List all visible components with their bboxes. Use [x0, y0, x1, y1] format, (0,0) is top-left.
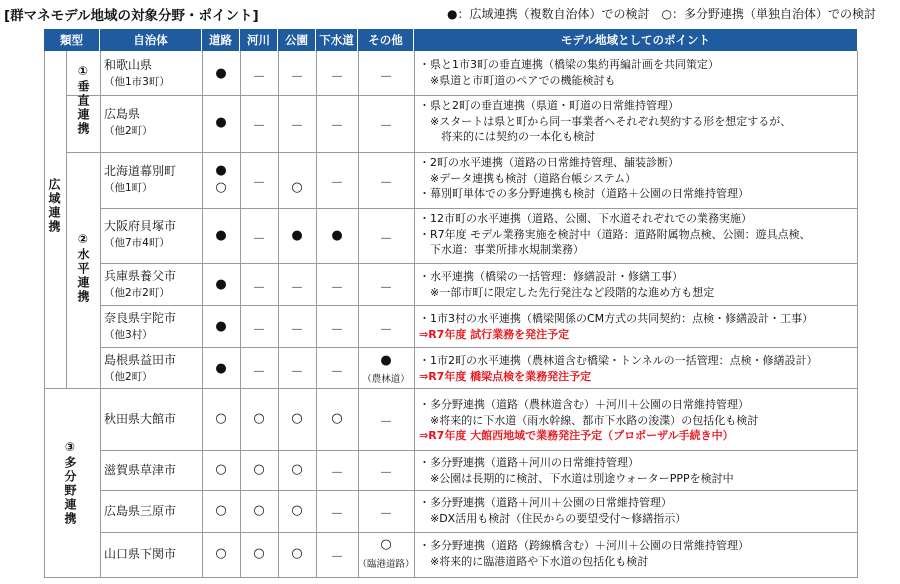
municipality-name: 広島県三原市: [104, 504, 177, 518]
other-cell: －: [379, 415, 393, 430]
col-header-type: 類型: [44, 29, 100, 51]
river-cell: ○: [253, 411, 265, 426]
park-cell: ○: [291, 546, 303, 561]
river-cell: ○: [253, 546, 265, 561]
point-cell: ・多分野連携（道路（跨線橋含む）＋河川＋公園の日常維持管理） ※将来的に臨港道路や下水道の包括化も検討: [419, 539, 749, 568]
other-cell: ●: [380, 353, 392, 368]
park-cell: －: [290, 119, 304, 134]
point-cell: ・多分野連携（道路＋河川＋公園の日常維持管理） ※DX活用も検討（住民からの要望受付～修繕指示）: [419, 496, 687, 525]
river-cell: －: [252, 323, 266, 338]
sewer-cell: －: [330, 466, 344, 481]
municipality-sub: （他1町）: [104, 182, 153, 194]
sewer-cell: －: [330, 365, 344, 380]
park-cell: ○: [291, 180, 303, 195]
other-cell: －: [379, 70, 393, 85]
other-cell: －: [379, 281, 393, 296]
road-cell: ●: [215, 163, 227, 178]
river-cell: －: [252, 281, 266, 296]
municipality-sub: （他2町）: [104, 125, 153, 137]
sewer-cell: －: [330, 70, 344, 85]
table-row: [104, 546, 176, 562]
park-cell: －: [290, 70, 304, 85]
point-cell: ・12市町の水平連携（道路、公園、下水道それぞれでの業務実施） ・R7年度 モデル業務実施を検討中（道路：道路附属物点検、公園：遊具点検、 下水道：事業所排水規制業務）: [419, 212, 811, 256]
park-cell: ○: [291, 503, 303, 518]
other-note: （農林道）: [362, 374, 410, 385]
table-row: [104, 411, 176, 427]
park-cell: －: [290, 323, 304, 338]
point-cell: ・水平連携（橋梁の一括管理：修繕設計・修繕工事） ※一部市町に限定した先行発注など段階的な進め方も想定: [419, 270, 715, 299]
other-cell: －: [379, 176, 393, 191]
park-cell: ○: [291, 411, 303, 426]
municipality-name: 大阪府貝塚市: [104, 219, 177, 233]
point-cell: ・県と2町の垂直連携（県道・町道の日常維持管理） ※スタートは県と町から同一事業者へそれぞれ契約する形を想定するが、 将来的には契約の一本化も検討: [419, 99, 792, 143]
sewer-cell: ●: [331, 228, 343, 243]
municipality-name: 奈良県宇陀市: [104, 311, 177, 325]
municipality-name: 兵庫県養父市: [104, 269, 177, 283]
other-cell: ○: [380, 537, 392, 552]
municipality-name: 和歌山県: [104, 58, 153, 72]
municipality-sub: （他1市3町）: [104, 76, 170, 88]
point-cell: ・多分野連携（道路（農林道含む）＋河川＋公園の日常維持管理） ※将来的に下水道（雨水幹線、都市下水路の浚渫）の包括化も検討 ⇒R7年度 大館西地域で業務発注予定（プロポーザル手続き中）: [419, 398, 759, 442]
table-row: [104, 218, 176, 251]
river-cell: －: [252, 232, 266, 247]
park-cell: －: [290, 281, 304, 296]
page-title: [群マネモデル地域の対象分野・ポイント]: [4, 8, 259, 24]
col-header-other: その他: [358, 29, 414, 51]
road-cell: ●: [215, 319, 227, 334]
river-cell: ○: [253, 462, 265, 477]
table-row: [104, 462, 176, 478]
municipality-name: 北海道幕別町: [104, 164, 177, 178]
table-row: [104, 310, 176, 343]
point-cell: ・1市2町の水平連携（農林道含む橋梁・トンネルの一括管理：点検・修繕設計） ⇒R7年度 橋梁点検を業務発注予定: [419, 354, 818, 383]
road-cell: ○: [215, 411, 227, 426]
park-cell: －: [290, 365, 304, 380]
park-cell: ●: [291, 228, 303, 243]
municipality-sub: （他3村）: [104, 329, 153, 341]
municipality-sub: （他7市4町）: [104, 237, 170, 249]
table-row: [104, 163, 176, 196]
legend: ●：広域連携（複数自治体）での検討 ○：多分野連携（単独自治体）での検討: [447, 7, 876, 21]
municipality-sub: （他2市2町）: [104, 287, 170, 299]
other-note: （臨港道路）: [357, 559, 415, 570]
road-cell: ○: [215, 462, 227, 477]
road-cell: ●: [215, 228, 227, 243]
municipality-name: 滋賀県草津市: [104, 463, 177, 477]
col-header-points: モデル地域としてのポイント: [414, 29, 857, 51]
other-cell: －: [379, 119, 393, 134]
municipality-name: 秋田県大館市: [104, 412, 177, 426]
group-label-horizontal: ②水平連携: [76, 232, 90, 304]
group-label-broad: 広域連携: [47, 178, 61, 234]
river-cell: －: [252, 365, 266, 380]
municipality-name: 島根県益田市: [104, 353, 177, 367]
road-cell: ●: [215, 115, 227, 130]
table-row: [104, 106, 153, 139]
col-header-park: 公園: [278, 29, 316, 51]
sewer-cell: －: [330, 176, 344, 191]
point-cell: ・県と1市3町の垂直連携（橋梁の集約再編計画を共同策定） ※県道と市町道のペアでの機能検討も: [419, 58, 719, 87]
group-label-vertical: ①垂直連携: [76, 64, 90, 136]
sewer-cell: －: [330, 281, 344, 296]
river-cell: －: [252, 70, 266, 85]
sewer-cell: －: [330, 507, 344, 522]
river-cell: ○: [253, 503, 265, 518]
point-cell: ・2町の水平連携（道路の日常維持管理、舗装診断） ※データ連携も検討（道路台帳システム） ・幕別町単体での多分野連携も検討（道路＋公園の日常維持管理）: [419, 156, 749, 200]
other-cell: －: [379, 323, 393, 338]
table-row: [104, 268, 176, 301]
other-cell: －: [379, 507, 393, 522]
road-cell: ○: [215, 546, 227, 561]
col-header-sewer: 下水道: [316, 29, 358, 51]
col-header-road: 道路: [202, 29, 240, 51]
road-cell: ●: [215, 361, 227, 376]
col-header-municipality: 自治体: [100, 29, 202, 51]
road-cell: ●: [215, 277, 227, 292]
sewer-cell: －: [330, 550, 344, 565]
group-label-multi: ③多分野連携: [63, 440, 77, 526]
river-cell: －: [252, 176, 266, 191]
col-header-river: 河川: [240, 29, 278, 51]
table-row: [104, 57, 170, 90]
sewer-cell: －: [330, 323, 344, 338]
other-cell: －: [379, 466, 393, 481]
park-cell: ○: [291, 462, 303, 477]
other-cell: －: [379, 232, 393, 247]
municipality-name: 広島県: [104, 107, 141, 121]
municipality-name: 山口県下関市: [104, 547, 177, 561]
municipality-sub: （他2町）: [104, 371, 153, 383]
table-row: [104, 503, 176, 519]
point-cell: ・多分野連携（道路＋河川の日常維持管理） ※公園は長期的に検討、下水道は別途ウォーターPPPを検討中: [419, 456, 734, 485]
river-cell: －: [252, 119, 266, 134]
point-cell: ・1市3村の水平連携（橋梁関係のCM方式の共同契約：点検・修繕設計・工事） ⇒R7年度 試行業務を発注予定: [419, 312, 814, 341]
table-row: [104, 352, 176, 385]
road-cell: ○: [215, 503, 227, 518]
sewer-cell: －: [330, 119, 344, 134]
road-cell-secondary: ○: [215, 180, 227, 195]
sewer-cell: ○: [331, 411, 343, 426]
road-cell: ●: [215, 66, 227, 81]
